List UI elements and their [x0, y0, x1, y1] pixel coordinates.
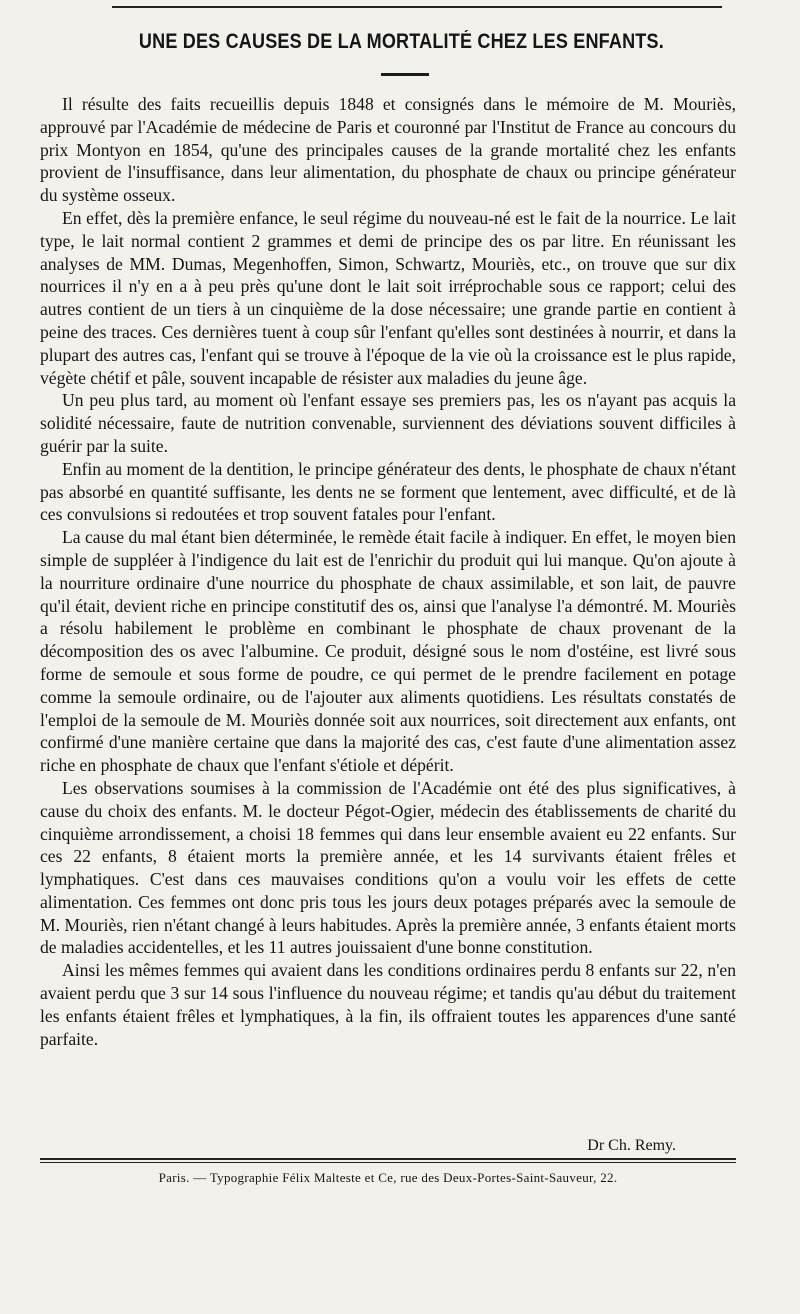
paragraph-5: La cause du mal étant bien déterminée, le remède était facile à indiquer. En effet, le moyen bien simple de suppléer à l'indigence du lait est de l'enrichir du produit qui lui manque. Qu'on ajoute à la nourriture ordinaire d'une nourrice du phosphate de chaux assimilable, et son lait, de pauvre qu'il était, devient riche en principe constitutif des os, ainsi que l'analyse l'a démontré. M. Mouriès a résolu habilement le problème en combinant le phosphate de chaux provenant de la décomposition des os avec l'albumine. Ce produit, désigné sous le nom d'ostéine, est livré sous forme de semoule et sous forme de poudre, ce qui permet de le prendre facilement en potage comme la semoule ordinaire, ou de l'ajouter aux aliments quotidiens. Les résultats constatés de l'emploi de la semoule de M. Mouriès donnée soit aux nourrices, soit directement aux enfants, ont confirmé d'une manière certaine que dans la majorité des cas, c'est faute d'une alimentation assez riche en phosphate de chaux que l'enfant s'étiole et dépérit. — [40, 527, 736, 776]
article-body — [40, 93, 736, 1050]
paragraph-6: Les observations soumises à la commission de l'Académie ont été des plus significatives, à cause du choix des enfants. M. le docteur Pégot-Ogier, médecin des établissements de charité du cinquième arrondissement, a choisi 18 femmes qui dans leur ensemble avaient eu 22 enfants. Sur ces 22 enfants, 8 étaient morts la première année, et les 14 survivants étaient frêles et lymphatiques. C'est dans ces mauvaises conditions qu'on a voulu voir les effets de cette alimentation. Ces femmes ont donc pris tous les jours deux potages préparés avec la semoule de M. Mouriès, rien n'étant changé à leurs habitudes. Après la première année, 3 enfants étaient morts de maladies accidentelles, et les 11 autres jouissaient d'une bonne constitution. — [40, 777, 736, 958]
printer-imprint: Paris. — Typographie Félix Malteste et Ce, rue des Deux-Portes-Saint-Sauveur, 22. — [158, 1170, 618, 1185]
bottom-rule-thin — [40, 1162, 736, 1163]
bottom-rule — [40, 1158, 736, 1160]
signature-line — [40, 1137, 736, 1155]
paragraph-2: En effet, dès la première enfance, le seul régime du nouveau-né est le fait de la nourrice. Le lait type, le lait normal contient 2 grammes et demi de principe des os par litre. En réunissant les analyses de MM. Dumas, Megenhoffen, Simon, Schwartz, Mouriès, etc., on trouve que sur dix nourrices il n'y en a à peu près qu'une dont le lait soit irréprochable sous ce rapport; celui des autres contient de un tiers à un cinquième de la dose nécessaire; une grande partie en contient à peine des traces. Ces dernières tuent à coup sûr l'enfant qu'elles sont destinées à nourrir, et dans la plupart des autres cas, l'enfant qui se trouve à l'époque de la vie où la croissance est le plus rapide, végète chétif et pâle, souvent incapable de résister aux maladies du jeune âge. — [40, 207, 736, 388]
paragraph-1: Il résulte des faits recueillis depuis 1848 et consignés dans le mémoire de M. Mouriès, approuvé par l'Académie de médecine de Paris et couronné par l'Institut de France au concours du prix Montyon en 1854, qu'une des principales causes de la grande mortalité chez les enfants provient de l'insuffisance, dans leur alimentation, du phosphate de chaux ou principe générateur du système osseux. — [40, 94, 736, 206]
paragraph-4: Enfin au moment de la dentition, le principe générateur des dents, le phosphate de chaux n'étant pas absorbé en quantité suffisante, les dents ne se forment que lentement, avec difficulté, et de là ces convulsions si redoutées et trop souvent fatales pour l'enfant. — [40, 458, 736, 525]
top-rule — [112, 6, 722, 8]
paragraph-7: Ainsi les mêmes femmes qui avaient dans les conditions ordinaires perdu 8 enfants sur 22, n'en avaient perdu que 3 sur 14 sous l'influence du nouveau régime; et tandis qu'au début du traitement les enfants étaient frêles et lymphatiques, à la fin, ils offraient toutes les apparences d'une santé parfaite. — [40, 960, 736, 1049]
paragraph-3: Un peu plus tard, au moment où l'enfant essaye ses premiers pas, les os n'ayant pas acquis la solidité nécessaire, faute de nutrition convenable, surviennent des déviations souvent difficiles à guérir par la suite. — [40, 390, 736, 456]
title-divider — [381, 73, 429, 76]
article-title: UNE DES CAUSES DE LA MORTALITÉ CHEZ LES ENFANTS. — [138, 30, 664, 53]
signature: Dr Ch. Remy. — [587, 1137, 676, 1154]
